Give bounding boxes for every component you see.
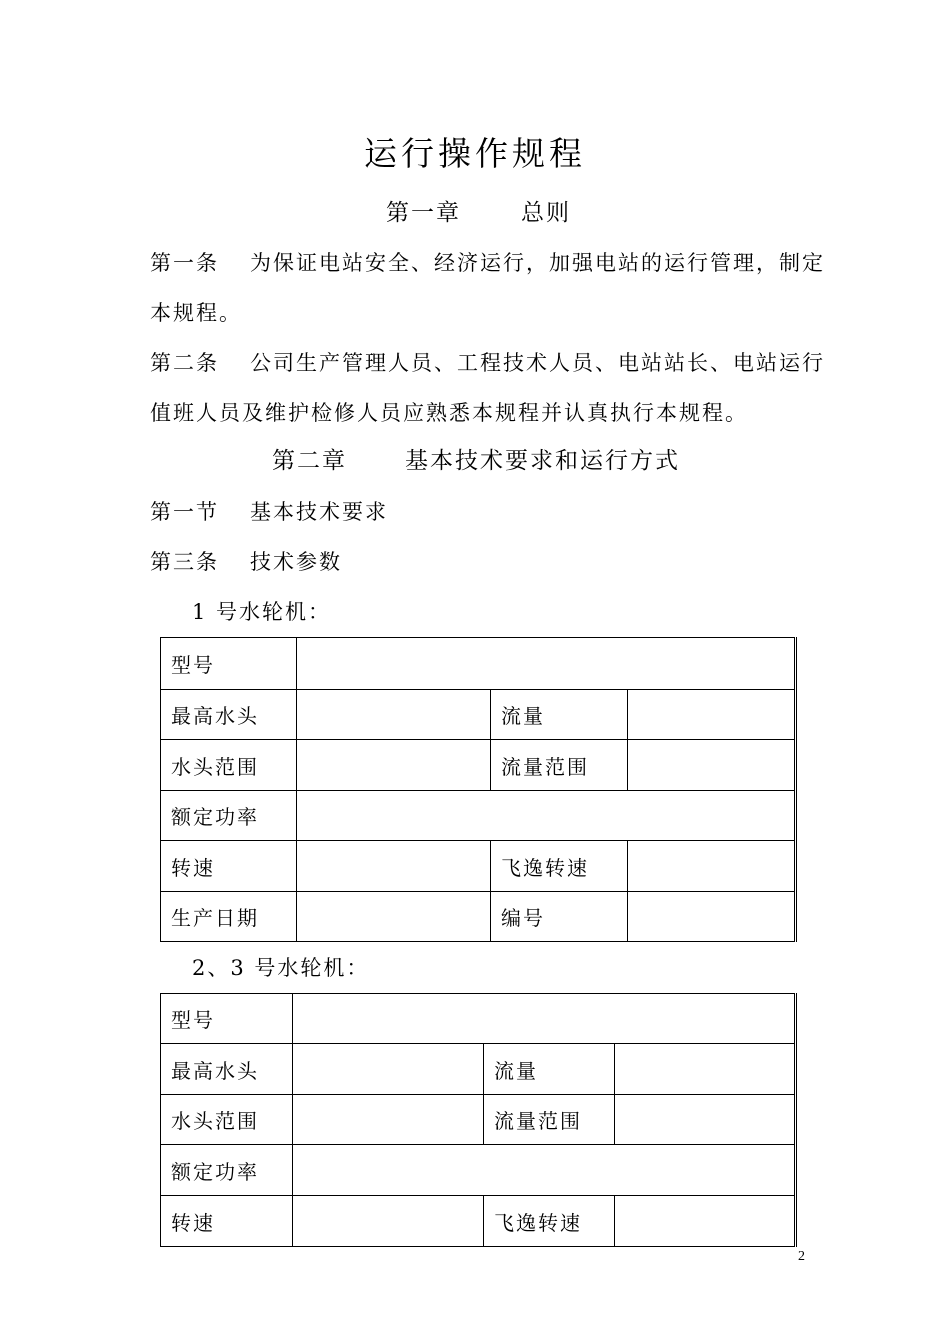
flow-value <box>628 690 796 740</box>
serial-value <box>628 892 796 942</box>
max-head-label: 最高水头 <box>161 690 297 740</box>
table-row <box>161 638 796 690</box>
flow-value <box>615 1044 796 1095</box>
flow-label: 流量 <box>491 690 628 740</box>
chapter2-label: 第二章 <box>272 448 347 474</box>
article2-text-line2: 值班人员及维护检修人员应熟悉本规程并认真执行本规程。 <box>150 401 748 425</box>
table-row <box>161 841 796 892</box>
article1-text-line1: 为保证电站安全、经济运行，加强电站的运行管理，制定 <box>250 251 825 275</box>
prod-date-value <box>297 892 491 942</box>
table-row <box>161 994 796 1044</box>
page-number: 2 <box>798 1249 805 1264</box>
article3-name: 技术参数 <box>250 550 342 574</box>
flow-range-value <box>628 740 796 791</box>
prod-date-label: 生产日期 <box>161 892 297 942</box>
article2-label: 第二条 <box>150 351 219 375</box>
section1-name: 基本技术要求 <box>250 500 388 524</box>
chapter1-name: 总则 <box>521 200 571 226</box>
model-value <box>293 994 796 1044</box>
runaway-speed-value <box>615 1196 796 1247</box>
flow-range-value <box>615 1095 796 1145</box>
speed-value <box>297 841 491 892</box>
table-row <box>161 1145 796 1196</box>
turbine23-spec-table <box>160 993 797 1247</box>
head-range-value <box>293 1095 484 1145</box>
table-row <box>161 791 796 841</box>
article1-label: 第一条 <box>150 251 219 275</box>
runaway-speed-value <box>628 841 796 892</box>
table-row <box>161 1044 796 1095</box>
chapter2-name: 基本技术要求和运行方式 <box>405 448 680 474</box>
table-row <box>161 740 796 791</box>
table-row <box>161 690 796 740</box>
max-head-label: 最高水头 <box>161 1044 293 1095</box>
rated-power-value <box>293 1145 796 1196</box>
article3-label: 第三条 <box>150 550 219 574</box>
max-head-value <box>297 690 491 740</box>
head-range-label: 水头范围 <box>161 740 297 791</box>
flow-range-label: 流量范围 <box>484 1095 615 1145</box>
turbine1-heading: 1 号水轮机： <box>192 600 332 624</box>
table-row <box>161 1095 796 1145</box>
chapter1-label: 第一章 <box>386 200 461 226</box>
max-head-value <box>293 1044 484 1095</box>
flow-label: 流量 <box>484 1044 615 1095</box>
table-row <box>161 1196 796 1247</box>
flow-range-label: 流量范围 <box>491 740 628 791</box>
model-value <box>297 638 796 690</box>
model-label: 型号 <box>161 994 293 1044</box>
turbine23-heading: 2、3 号水轮机： <box>192 956 370 980</box>
head-range-label: 水头范围 <box>161 1095 293 1145</box>
rated-power-label: 额定功率 <box>161 1145 293 1196</box>
rated-power-value <box>297 791 796 841</box>
runaway-speed-label: 飞逸转速 <box>484 1196 615 1247</box>
model-label: 型号 <box>161 638 297 690</box>
article1-text-line2: 本规程。 <box>150 301 242 325</box>
table-row <box>161 892 796 942</box>
section1-label: 第一节 <box>150 500 219 524</box>
serial-label: 编号 <box>491 892 628 942</box>
speed-label: 转速 <box>161 841 297 892</box>
article2-text-line1: 公司生产管理人员、工程技术人员、电站站长、电站运行 <box>250 351 825 375</box>
head-range-value <box>297 740 491 791</box>
runaway-speed-label: 飞逸转速 <box>491 841 628 892</box>
speed-label: 转速 <box>161 1196 293 1247</box>
page-title: 运行操作规程 <box>364 134 586 173</box>
rated-power-label: 额定功率 <box>161 791 297 841</box>
turbine1-spec-table <box>160 637 797 942</box>
speed-value <box>293 1196 484 1247</box>
